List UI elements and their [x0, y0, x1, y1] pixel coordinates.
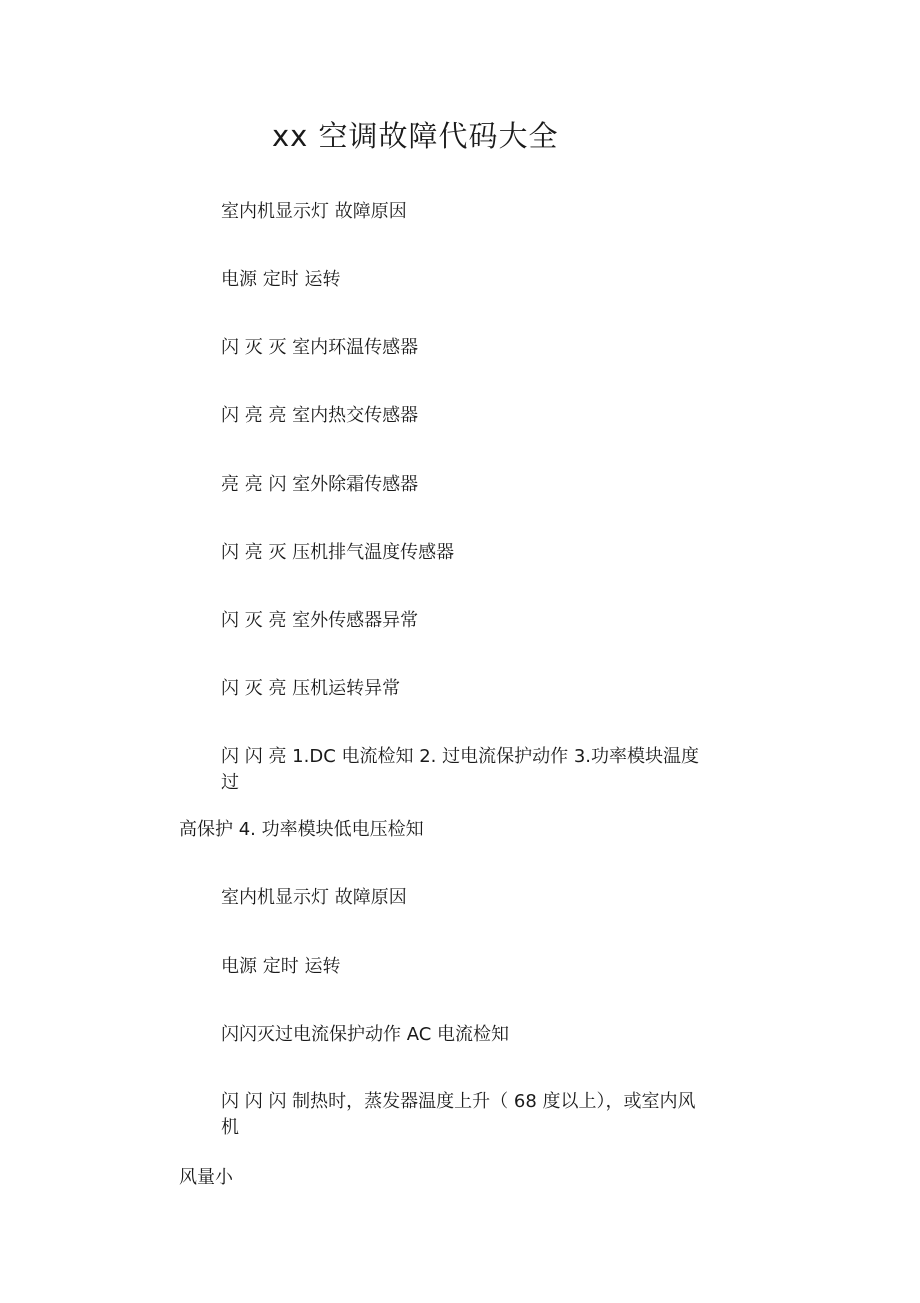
fault-continuation-line: 风量小 — [179, 1167, 233, 1188]
fault-line: 闪 灭 亮 压机运转异常 — [221, 678, 401, 699]
table-header-line: 室内机显示灯 故障原因 — [221, 887, 407, 908]
fault-line: 闪 灭 灭 室内环温传感器 — [221, 337, 419, 358]
fault-line: 闪闪灭过电流保护动作 AC 电流检知 — [221, 1024, 510, 1045]
fault-line: 闪 亮 灭 压机排气温度传感器 — [221, 542, 455, 563]
indicator-header-line: 电源 定时 运转 — [221, 269, 341, 290]
fault-paragraph: 闪 闪 亮 1.DC 电流检知 2. 过电流保护动作 3.功率模块温度过 — [221, 746, 699, 793]
indicator-header-line: 电源 定时 运转 — [221, 956, 341, 977]
fault-paragraph: 闪 闪 闪 制热时，蒸发器温度上升（ 68 度以上），或室内风机 — [221, 1091, 696, 1138]
fault-continuation-line: 高保护 4. 功率模块低电压检知 — [179, 819, 424, 840]
document-title: xx 空调故障代码大全 — [272, 119, 559, 153]
table-header-line: 室内机显示灯 故障原因 — [221, 201, 407, 222]
fault-line: 闪 灭 亮 室外传感器异常 — [221, 610, 419, 631]
fault-line: 闪 亮 亮 室内热交传感器 — [221, 405, 419, 426]
fault-line: 亮 亮 闪 室外除霜传感器 — [221, 474, 419, 495]
